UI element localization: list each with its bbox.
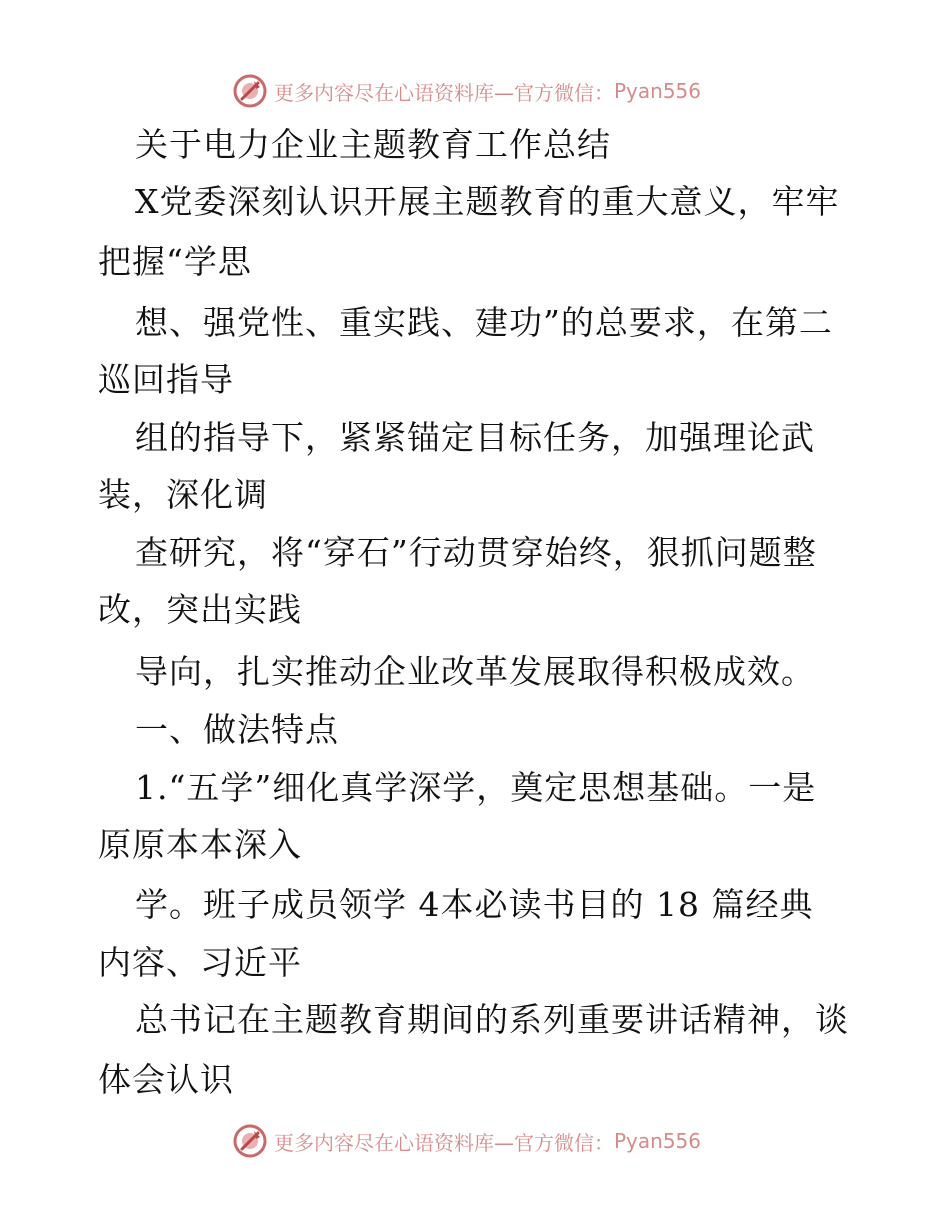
paragraph-line: 总书记在主题教育期间的系列重要讲话精神，谈 <box>135 1000 849 1039</box>
watermark-header <box>232 71 712 111</box>
logo-icon <box>232 73 268 109</box>
paragraph-line: 内容、习近平 <box>98 943 302 982</box>
paragraph-line: 改，突出实践 <box>98 590 302 629</box>
watermark-handle: Pyan556 <box>614 1129 702 1153</box>
paragraph-line: 组的指导下，紧紧锚定目标任务，加强理论武 <box>135 418 815 457</box>
paragraph-line: 学。班子成员领学 4本必读书目的 18 篇经典 <box>135 885 814 924</box>
paragraph-line: 原原本本深入 <box>98 825 302 864</box>
watermark-handle: Pyan556 <box>614 79 702 103</box>
paragraph-line: 把握“学思 <box>98 242 252 281</box>
logo-icon <box>232 1123 268 1159</box>
watermark-footer <box>232 1121 712 1161</box>
paragraph-line: 1.“五学”细化真学深学，奠定思想基础。一是 <box>135 768 817 807</box>
paragraph-line: 巡回指导 <box>98 360 234 399</box>
document-title: 关于电力企业主题教育工作总结 <box>135 125 611 164</box>
paragraph-line: 查研究，将“穿石”行动贯穿始终，狠抓问题整 <box>135 533 817 572</box>
paragraph-line: 导向，扎实推动企业改革发展取得积极成效。 <box>135 652 815 691</box>
paragraph-line: 装，深化调 <box>98 475 268 514</box>
watermark-text: 更多内容尽在心语资料库—官方微信： <box>274 80 614 105</box>
paragraph-line: 体会认识 <box>98 1060 234 1099</box>
paragraph-line: 想、强党性、重实践、建功”的总要求，在第二 <box>135 303 833 342</box>
watermark-text: 更多内容尽在心语资料库—官方微信： <box>274 1130 614 1155</box>
paragraph-line: X党委深刻认识开展主题教育的重大意义，牢牢 <box>135 182 840 221</box>
section-heading: 一、做法特点 <box>135 710 339 749</box>
